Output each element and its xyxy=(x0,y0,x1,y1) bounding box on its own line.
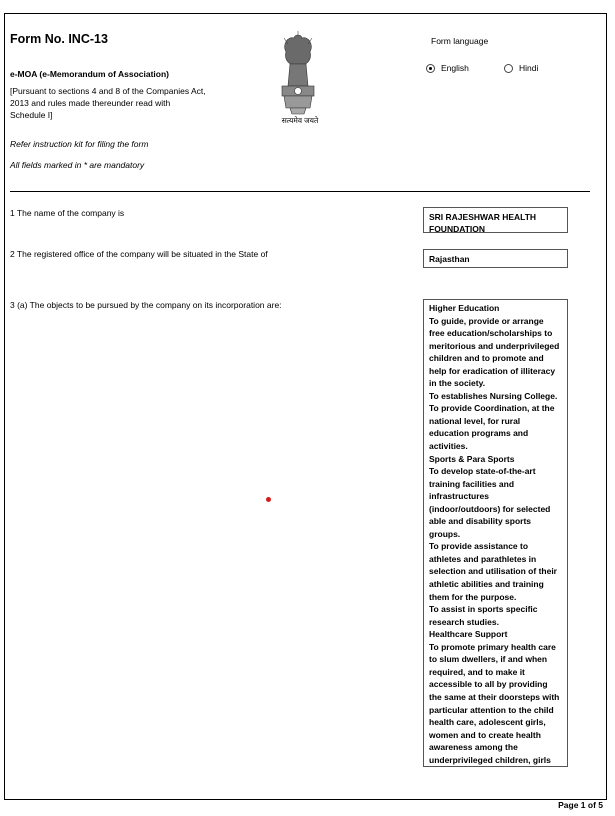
english-radio-option[interactable] xyxy=(426,63,469,73)
objects-text-line: awareness among the xyxy=(429,742,518,753)
objects-text-line: help for eradication of illiteracy xyxy=(429,365,556,376)
hindi-label: Hindi xyxy=(519,63,539,73)
company-name-line-2: FOUNDATION xyxy=(429,224,486,234)
national-emblem-icon xyxy=(268,30,328,125)
objects-text-line: To provide Coordination, at the xyxy=(429,403,555,414)
objects-text-line: (indoor/outdoors) for selected xyxy=(429,503,551,514)
registered-state-field[interactable]: Rajasthan xyxy=(423,249,568,268)
instruction-note: Refer instruction kit for filing the form xyxy=(10,139,149,149)
objects-text-line: research studies. xyxy=(429,616,499,627)
section-divider xyxy=(10,191,590,192)
objects-text-line: free education/scholarships to xyxy=(429,328,553,339)
objects-text-line: infrastructures xyxy=(429,491,489,502)
cursor-marker xyxy=(266,497,271,502)
objects-text-line: To provide assistance to xyxy=(429,541,529,552)
objects-text-line: meritorious and underprivileged xyxy=(429,340,560,351)
objects-textarea[interactable] xyxy=(423,299,568,767)
objects-text-line: in the society. xyxy=(429,378,486,389)
english-label: English xyxy=(441,63,469,73)
emblem-motto: सत्यमेव जयते xyxy=(281,116,319,125)
objects-text-line: selection and utilisation of their xyxy=(429,566,557,577)
objects-text-line: To assist in sports specific xyxy=(429,604,538,615)
form-number: Form No. INC-13 xyxy=(10,32,108,46)
form-title: e-MOA (e-Memorandum of Association) xyxy=(10,69,169,79)
page-number: Page 1 of 5 xyxy=(558,800,603,810)
company-name-label: 1 The name of the company is xyxy=(10,208,125,218)
objects-text-line: national level, for rural xyxy=(429,415,521,426)
objects-text-line: them for the purpose. xyxy=(429,591,517,602)
objects-text-line: Higher Education xyxy=(429,303,500,313)
objects-text-line: To establishes Nursing College. xyxy=(429,390,558,401)
objects-text-line: To develop state-of-the-art xyxy=(429,466,536,477)
registered-state-label: 2 The registered office of the company will be situated in the State of xyxy=(10,249,268,259)
objects-text-line: children and to promote and xyxy=(429,353,544,364)
objects-text-line: the same at their doorsteps with xyxy=(429,691,560,702)
objects-text-line: underprivileged children, girls xyxy=(429,754,551,765)
objects-text-line: athletic abilities and training xyxy=(429,579,544,590)
english-radio-button[interactable] xyxy=(426,64,435,73)
hindi-radio-option[interactable] xyxy=(504,63,538,73)
objects-text-line: to slum dwellers, if and when xyxy=(429,654,548,665)
objects-label: 3 (a) The objects to be pursued by the company on its incorporation are: xyxy=(10,300,282,310)
hindi-radio-button[interactable] xyxy=(504,64,513,73)
company-name-line-1: SRI RAJESHWAR HEALTH xyxy=(429,212,537,222)
objects-text-line: required, and to make it xyxy=(429,666,525,677)
objects-text-line: To guide, provide or arrange xyxy=(429,315,544,326)
company-name-field[interactable] xyxy=(423,207,568,233)
pursuant-note: [Pursuant to sections 4 and 8 of the Companies Act, 2013 and rules made thereunder read with Schedule I] xyxy=(10,86,206,120)
objects-text-line: able and disability sports xyxy=(429,516,532,527)
form-language-label: Form language xyxy=(431,36,489,46)
objects-text-line: health care, adolescent girls, xyxy=(429,717,546,728)
objects-text-line: To promote primary health care xyxy=(429,641,556,652)
objects-text-line: education programs and xyxy=(429,428,529,439)
objects-text-line: accessible to all by providing xyxy=(429,679,548,690)
objects-text-line: groups. xyxy=(429,528,461,539)
objects-text-line: women and to create health xyxy=(429,729,541,740)
objects-text-line: Healthcare Support xyxy=(429,629,508,640)
mandatory-note: All fields marked in * are mandatory xyxy=(10,160,145,170)
objects-text-line: activities. xyxy=(429,441,468,452)
objects-text-line: particular attention to the child xyxy=(429,704,554,715)
objects-text-line: training facilities and xyxy=(429,478,515,489)
objects-text-line: athletes and parathletes in xyxy=(429,553,537,564)
objects-text-line: Sports & Para Sports xyxy=(429,453,515,464)
